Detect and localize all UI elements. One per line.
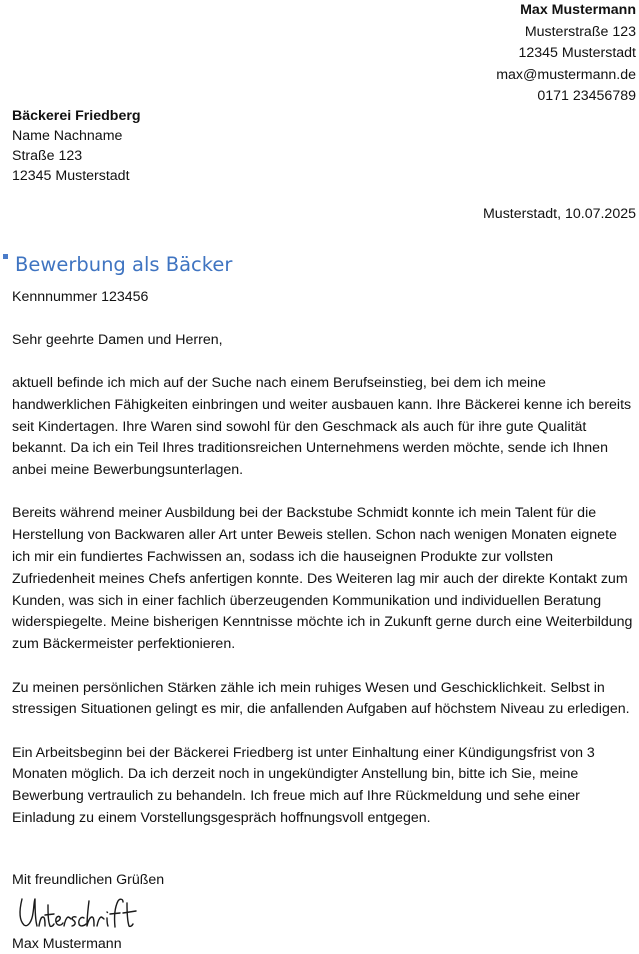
paragraph-availability: Ein Arbeitsbeginn bei der Bäckerei Friedberg ist unter Einhaltung einer Kündigungsfrist von 3 Monaten möglich. Da ich derzeit noch in ungekündigter Anstellung bin, bitte ich Sie, meine Bewerbung vertraulich zu behandeln. Ich freue mich auf Ihre Rückmeldung und sehe einer Einladung zu einem Vorstellungsgespräch hoffnungsvoll entgegen. [12,744,595,827]
letter-title: Bewerbung als Bäcker [15,253,233,276]
sender-street: Musterstraße 123 [524,23,636,40]
recipient-city: 12345 Musterstadt [12,168,130,184]
letter-body [12,373,637,851]
handwritten-signature [14,893,144,933]
sender-email: max@mustermann.de [496,66,636,83]
paragraph-intro: aktuell befinde ich mich auf der Suche nach einem Berufseinstieg, bei dem ich meine handwerklichen Fähigkeiten einbringen und weiter ausbauen kann. Ihre Bäckerei kenne ich bereits seit Kindertagen. Ihre Waren sind sowohl für den Geschmack als auch für ihre gute Qualität bekannt. Da ich ein Teil Ihres traditionsreichen Unternehmens werden möchte, sende ich Ihnen anbei meine Bewerbungsunterlagen. [12,375,632,479]
recipient-company: Bäckerei Friedberg [12,108,141,124]
recipient-contact: Name Nachname [12,128,123,144]
sender-city: 12345 Musterstadt [518,45,636,62]
sender-name: Max Mustermann [520,2,636,18]
recipient-address-block [12,106,141,186]
subject-line [0,252,400,282]
title-marker-icon [3,254,8,259]
salutation: Sehr geehrte Damen und Herren, [12,332,223,348]
signer-name: Max Mustermann [12,936,122,952]
letter-date: Musterstadt, 10.07.2025 [482,206,636,222]
recipient-street: Straße 123 [12,148,83,164]
reference-number: Kennnummer 123456 [12,289,149,305]
sender-phone: 0171 23456789 [537,88,636,105]
paragraph-strengths: Zu meinen persönlichen Stärken zähle ich mein ruhiges Wesen und Geschicklichkeit. Selbst in stressigen Situationen gelingt es mir, die anfallenden Aufgaben auf höchstem Niveau zu erledigen. [12,679,630,718]
closing-phrase: Mit freundlichen Grüßen [12,872,165,888]
paragraph-experience: Bereits während meiner Ausbildung bei der Backstube Schmidt konnte ich mein Talent für die Herstellung von Backwaren aller Art unter Beweis stellen. Schon nach wenigen Monaten eignete ich mir ein fundiertes Fachwissen an, sodass ich die hauseignen Produkte zur vollsten Zufriedenheit meines Chefs anfertigen konnte. Des Weiteren lag mir auch der direkte Kontakt zum Kunden, was sich in einer fachlich überzeugenden Kommunikation und individuellen Beratung widerspiegelte. Meine bisherigen Kenntnisse möchte ich in Zukunft gerne durch eine Weiterbildung zum Bäckermeister perfektionieren. [12,505,633,653]
sender-address-block [496,0,636,108]
